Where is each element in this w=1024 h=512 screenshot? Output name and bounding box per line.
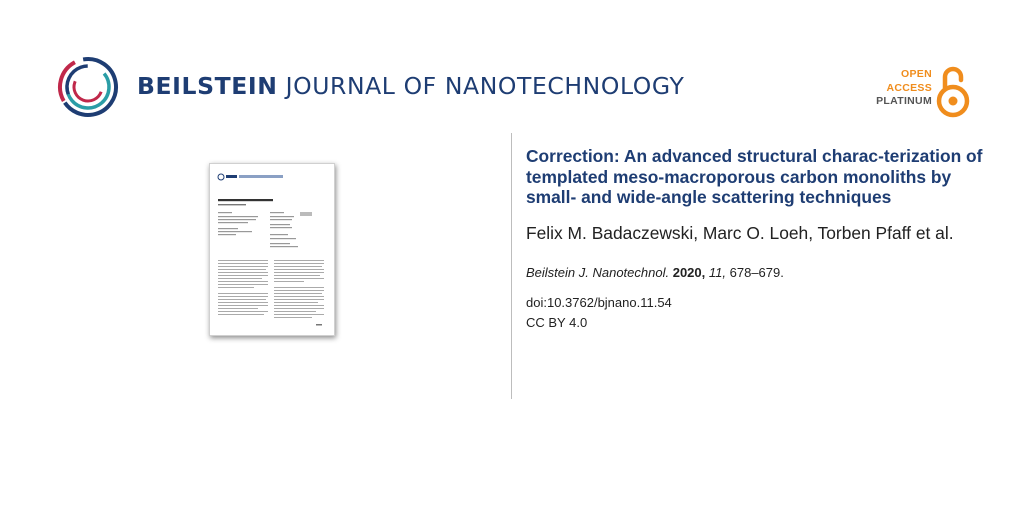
- article-authors: Felix M. Badaczewski, Marc O. Loeh, Torben Pfaff et al.: [526, 222, 954, 243]
- beilstein-ring-logo-icon: [57, 56, 119, 118]
- article-first-page-thumbnail[interactable]: [209, 163, 335, 336]
- open-access-line2: ACCESS: [886, 81, 932, 94]
- vertical-divider: [511, 133, 512, 399]
- article-citation: [526, 264, 986, 281]
- article-license[interactable]: CC BY 4.0: [526, 314, 588, 330]
- journal-header: [57, 56, 967, 118]
- citation-journal: Beilstein J. Nanotechnol.: [526, 264, 670, 280]
- open-lock-icon: [936, 64, 970, 118]
- article-info: [526, 146, 986, 331]
- open-access-line3: PLATINUM: [876, 95, 932, 107]
- article-title[interactable]: Correction: An advanced structural charac-terization of templated meso-macroporous carbon monoliths by small- and wide-angle scattering techniques: [526, 146, 983, 207]
- journal-title[interactable]: [137, 72, 685, 100]
- journal-name-rest: JOURNAL OF NANOTECHNOLOGY: [285, 72, 685, 100]
- citation-pages: 678–679.: [729, 264, 784, 280]
- open-access-line1: OPEN: [901, 68, 932, 80]
- article-doi[interactable]: doi:10.3762/bjnano.11.54: [526, 294, 672, 310]
- journal-name-bold: BEILSTEIN: [137, 72, 278, 100]
- citation-volume: 11,: [708, 264, 726, 280]
- open-access-badge: [875, 64, 970, 120]
- citation-year: 2020,: [672, 264, 706, 280]
